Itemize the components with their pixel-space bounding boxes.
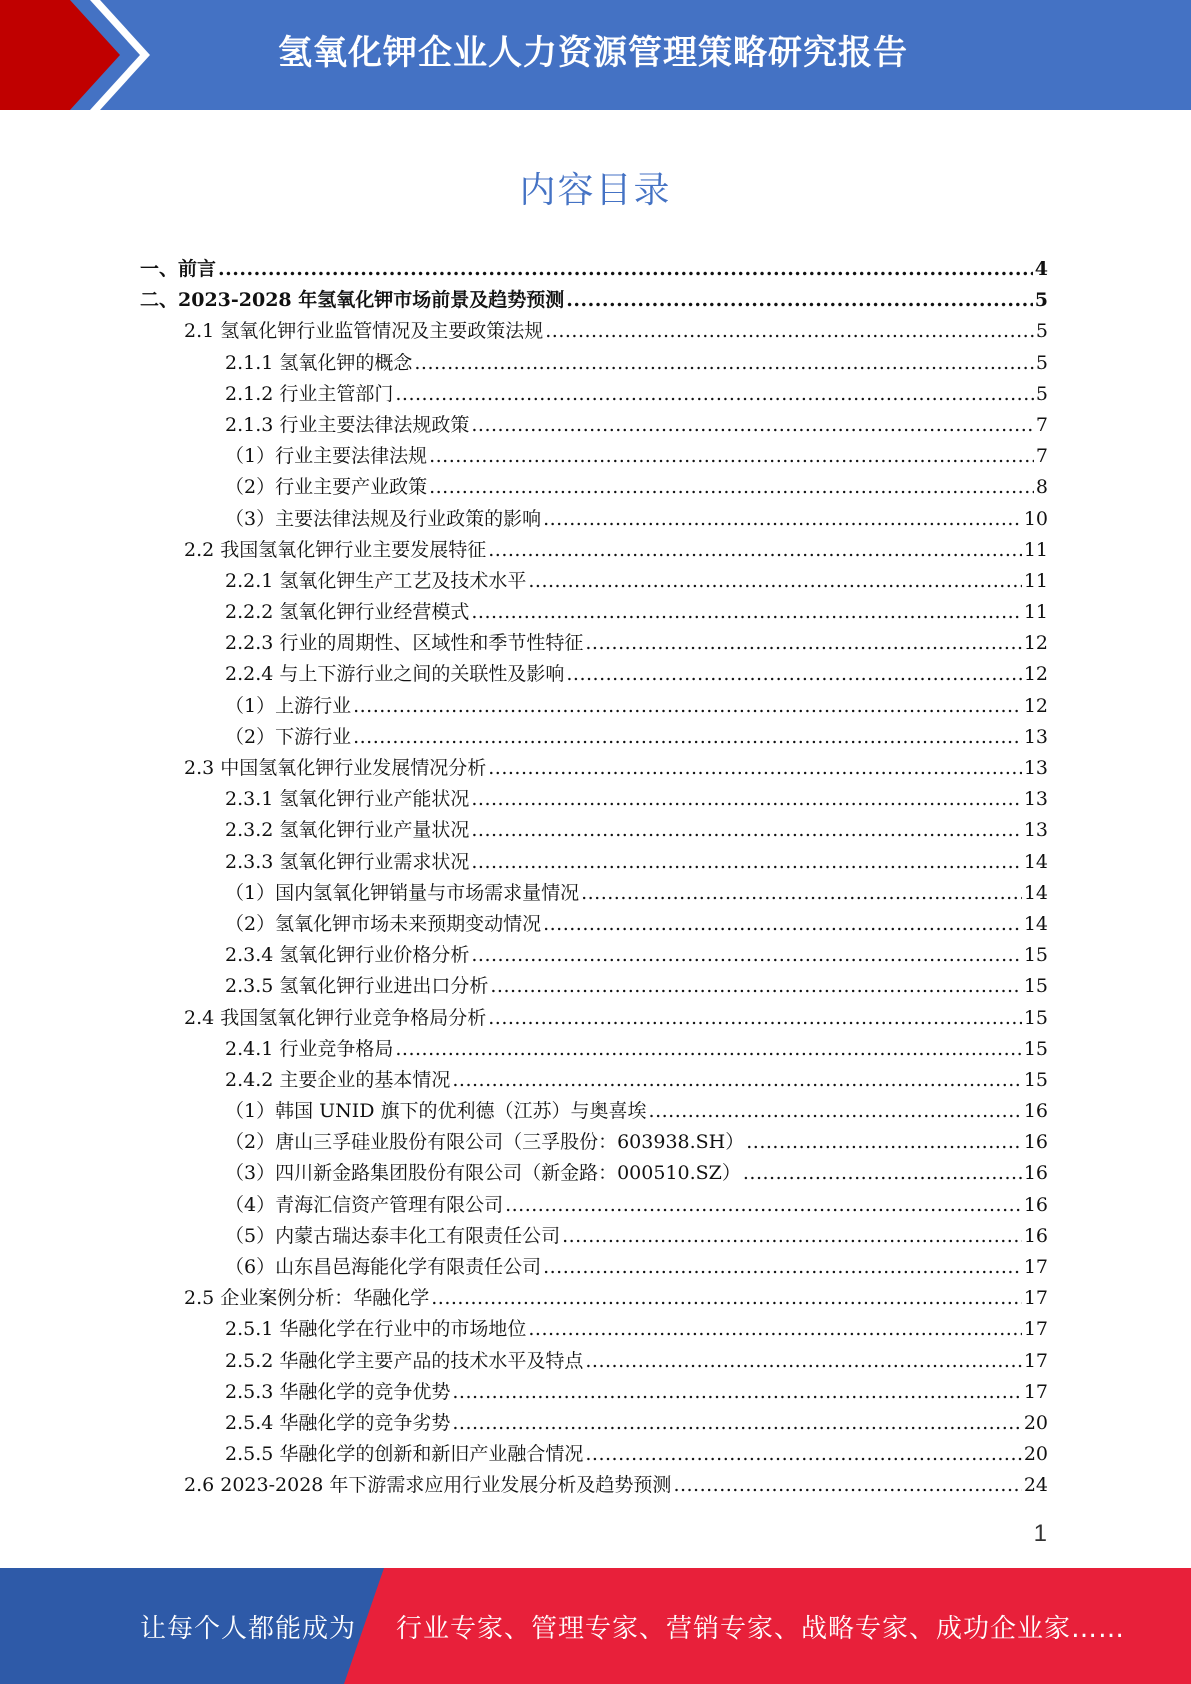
toc-leader-dots bbox=[471, 597, 1021, 628]
toc-entry[interactable] bbox=[140, 1252, 1048, 1283]
toc-entry-label: 2.5.4 华融化学的竞争劣势 bbox=[225, 1411, 451, 1434]
toc-entry[interactable] bbox=[140, 535, 1048, 566]
toc-entry-page: 17 bbox=[1023, 1287, 1048, 1310]
toc-entry-page: 11 bbox=[1023, 538, 1048, 561]
toc-leader-dots bbox=[218, 254, 1033, 285]
toc-entry-page: 17 bbox=[1023, 1349, 1048, 1372]
toc-entry-page: 5 bbox=[1035, 382, 1048, 405]
toc-entry-page: 14 bbox=[1023, 881, 1048, 904]
toc-entry[interactable] bbox=[140, 878, 1048, 909]
toc-entry-page: 10 bbox=[1023, 507, 1048, 530]
toc-entry[interactable] bbox=[140, 566, 1048, 597]
toc-leader-dots bbox=[429, 472, 1034, 503]
page-number: 1 bbox=[1033, 1520, 1047, 1547]
toc-entry-page: 12 bbox=[1023, 694, 1048, 717]
toc-entry-page: 4 bbox=[1034, 258, 1048, 280]
toc-entry-page: 17 bbox=[1023, 1318, 1048, 1341]
toc-entry-label: （1）上游行业 bbox=[225, 694, 352, 717]
toc-entry-page: 7 bbox=[1035, 445, 1048, 468]
toc-entry[interactable] bbox=[140, 1003, 1048, 1034]
toc-entry[interactable] bbox=[140, 410, 1048, 441]
toc-entry[interactable] bbox=[140, 1408, 1048, 1439]
toc-entry[interactable] bbox=[140, 597, 1048, 628]
toc-leader-dots bbox=[490, 971, 1021, 1002]
toc-leader-dots bbox=[395, 379, 1034, 410]
toc-leader-dots bbox=[452, 1377, 1021, 1408]
toc-entry[interactable] bbox=[140, 628, 1048, 659]
toc-entry[interactable] bbox=[140, 722, 1048, 753]
toc-leader-dots bbox=[545, 316, 1034, 347]
toc-entry-page: 17 bbox=[1023, 1256, 1048, 1278]
toc-entry-page: 17 bbox=[1023, 1380, 1048, 1403]
toc-leader-dots bbox=[431, 1283, 1022, 1314]
toc-entry-label: 2.3 中国氢氧化钾行业发展情况分析 bbox=[184, 757, 487, 779]
toc-entry-page: 15 bbox=[1023, 975, 1048, 998]
toc-entry-label: （6）山东昌邑海能化学有限责任公司 bbox=[225, 1256, 542, 1278]
toc-entry-page: 15 bbox=[1023, 1006, 1048, 1029]
toc-entry-label: 2.5.5 华融化学的创新和新旧产业融合情况 bbox=[225, 1443, 584, 1466]
toc-entry-page: 7 bbox=[1035, 413, 1048, 436]
toc-entry-page: 12 bbox=[1023, 632, 1048, 655]
toc-entry-page: 13 bbox=[1023, 757, 1048, 779]
toc-leader-dots bbox=[566, 285, 1033, 316]
toc-entry-page: 15 bbox=[1023, 1037, 1048, 1060]
toc-entry[interactable] bbox=[140, 1127, 1048, 1158]
toc-leader-dots bbox=[566, 659, 1021, 690]
toc-entry[interactable] bbox=[140, 1470, 1048, 1501]
toc-entry[interactable] bbox=[140, 1158, 1048, 1189]
toc-entry[interactable] bbox=[140, 1096, 1048, 1127]
toc-entry-label: 2.5.2 华融化学主要产品的技术水平及特点 bbox=[225, 1349, 584, 1372]
toc-entry-label: 二、2023-2028 年氢氧化钾市场前景及趋势预测 bbox=[140, 289, 565, 312]
toc-title: 内容目录 bbox=[519, 170, 672, 211]
toc-entry-page: 16 bbox=[1023, 1100, 1048, 1123]
toc-leader-dots bbox=[429, 441, 1034, 472]
toc-leader-dots bbox=[471, 815, 1021, 846]
toc-entry[interactable] bbox=[140, 1314, 1048, 1345]
toc-leader-dots bbox=[528, 566, 1021, 597]
toc-entry-label: （3）四川新金路集团股份有限公司（新金路：000510.SZ） bbox=[225, 1162, 741, 1185]
toc-entry-page: 16 bbox=[1023, 1224, 1048, 1247]
toc-leader-dots bbox=[673, 1470, 1021, 1501]
toc-entry[interactable] bbox=[140, 1283, 1048, 1314]
toc-entry[interactable] bbox=[140, 1034, 1048, 1065]
toc-entry-page: 13 bbox=[1023, 819, 1048, 842]
toc-leader-dots bbox=[543, 909, 1022, 940]
toc-entry-label: （1）行业主要法律法规 bbox=[225, 445, 428, 468]
toc-leader-dots bbox=[452, 1408, 1021, 1439]
toc-entry-page: 15 bbox=[1023, 944, 1048, 967]
toc-entry-label: 2.3.4 氢氧化钾行业价格分析 bbox=[225, 944, 470, 967]
toc-entry-page: 11 bbox=[1023, 569, 1048, 592]
toc-entry-label: 2.2.3 行业的周期性、区域性和季节性特征 bbox=[225, 632, 584, 655]
toc-entry-page: 14 bbox=[1023, 850, 1048, 873]
page-footer bbox=[0, 1568, 1191, 1684]
toc-entry-page: 13 bbox=[1023, 725, 1048, 748]
toc-entry-label: 2.1 氢氧化钾行业监管情况及主要政策法规 bbox=[184, 320, 544, 343]
toc-entry[interactable] bbox=[140, 847, 1048, 878]
toc-entry[interactable] bbox=[140, 691, 1048, 722]
toc-leader-dots bbox=[488, 753, 1022, 784]
toc-entry-page: 5 bbox=[1035, 351, 1048, 374]
toc-entry-label: 2.2.2 氢氧化钾行业经营模式 bbox=[225, 601, 470, 624]
toc-entry[interactable] bbox=[140, 379, 1048, 410]
toc-entry-label: （2）唐山三孚硅业股份有限公司（三孚股份：603938.SH） bbox=[225, 1131, 745, 1154]
toc-entry[interactable] bbox=[140, 815, 1048, 846]
toc-leader-dots bbox=[528, 1314, 1021, 1345]
toc-entry-page: 16 bbox=[1023, 1193, 1048, 1216]
toc-entry-label: （4）青海汇信资产管理有限公司 bbox=[225, 1193, 504, 1216]
table-of-contents bbox=[140, 254, 1048, 1502]
toc-entry-page: 15 bbox=[1023, 1068, 1048, 1091]
toc-entry-label: 2.2 我国氢氧化钾行业主要发展特征 bbox=[184, 538, 487, 561]
toc-entry[interactable] bbox=[140, 348, 1048, 379]
toc-leader-dots bbox=[505, 1190, 1022, 1221]
toc-entry[interactable] bbox=[140, 1221, 1048, 1252]
toc-leader-dots bbox=[488, 535, 1022, 566]
toc-leader-dots bbox=[585, 1346, 1021, 1377]
toc-entry-label: 2.1.2 行业主管部门 bbox=[225, 382, 394, 405]
page-header bbox=[0, 0, 1191, 110]
toc-entry-label: 2.3.3 氢氧化钾行业需求状况 bbox=[225, 850, 470, 873]
toc-entry-label: 2.2.4 与上下游行业之间的关联性及影响 bbox=[225, 663, 565, 686]
toc-leader-dots bbox=[649, 1096, 1022, 1127]
toc-entry[interactable] bbox=[140, 909, 1048, 940]
toc-leader-dots bbox=[471, 784, 1021, 815]
toc-entry-label: （2）下游行业 bbox=[225, 725, 352, 748]
toc-entry-page: 5 bbox=[1034, 289, 1048, 312]
toc-entry-label: （3）主要法律法规及行业政策的影响 bbox=[225, 507, 542, 530]
toc-entry-label: 2.2.1 氢氧化钾生产工艺及技术水平 bbox=[225, 569, 527, 592]
toc-entry-label: （1）韩国 UNID 旗下的优利德（江苏）与奥喜埃 bbox=[225, 1100, 647, 1123]
toc-entry-label: 2.4.1 行业竞争格局 bbox=[225, 1037, 394, 1060]
toc-leader-dots bbox=[581, 878, 1022, 909]
toc-entry-label: 2.5.1 华融化学在行业中的市场地位 bbox=[225, 1318, 527, 1341]
toc-entry-label: （2）行业主要产业政策 bbox=[225, 476, 428, 499]
toc-leader-dots bbox=[471, 410, 1034, 441]
toc-entry[interactable] bbox=[140, 441, 1048, 472]
toc-entry-page: 12 bbox=[1023, 663, 1048, 686]
toc-entry[interactable] bbox=[140, 1190, 1048, 1221]
toc-entry-label: 2.3.2 氢氧化钾行业产量状况 bbox=[225, 819, 470, 842]
toc-entry-page: 20 bbox=[1023, 1443, 1048, 1466]
toc-entry-label: 一、前言 bbox=[140, 258, 217, 280]
toc-entry-page: 24 bbox=[1023, 1474, 1048, 1497]
toc-entry-label: （1）国内氢氧化钾销量与市场需求量情况 bbox=[225, 881, 580, 904]
toc-entry-page: 20 bbox=[1023, 1411, 1048, 1434]
toc-entry-page: 14 bbox=[1023, 912, 1048, 935]
toc-entry-label: 2.1.3 行业主要法律法规政策 bbox=[225, 413, 470, 436]
toc-entry-label: 2.4 我国氢氧化钾行业竞争格局分析 bbox=[184, 1006, 487, 1029]
footer-slogan-left: 让每个人都能成为 bbox=[140, 1614, 357, 1644]
report-title: 氢氧化钾企业人力资源管理策略研究报告 bbox=[278, 33, 908, 73]
toc-entry[interactable] bbox=[140, 1439, 1048, 1470]
toc-leader-dots bbox=[585, 1439, 1021, 1470]
toc-entry[interactable] bbox=[140, 472, 1048, 503]
toc-entry-page: 16 bbox=[1023, 1131, 1048, 1154]
toc-entry[interactable] bbox=[140, 971, 1048, 1002]
toc-leader-dots bbox=[562, 1221, 1022, 1252]
toc-entry-page: 8 bbox=[1035, 476, 1048, 499]
toc-entry[interactable] bbox=[140, 753, 1048, 784]
toc-entry[interactable] bbox=[140, 940, 1048, 971]
toc-leader-dots bbox=[743, 1158, 1022, 1189]
toc-leader-dots bbox=[488, 1003, 1022, 1034]
toc-entry-page: 5 bbox=[1035, 320, 1048, 343]
toc-entry-page: 11 bbox=[1023, 601, 1048, 624]
toc-entry-label: 2.1.1 氢氧化钾的概念 bbox=[225, 351, 413, 374]
toc-leader-dots bbox=[471, 847, 1021, 878]
toc-entry[interactable] bbox=[140, 659, 1048, 690]
toc-entry-label: 2.5 企业案例分析：华融化学 bbox=[184, 1287, 430, 1310]
toc-entry[interactable] bbox=[140, 1377, 1048, 1408]
toc-entry-label: （5）内蒙古瑞达泰丰化工有限责任公司 bbox=[225, 1224, 561, 1247]
toc-entry[interactable] bbox=[140, 1346, 1048, 1377]
toc-leader-dots bbox=[585, 628, 1021, 659]
toc-leader-dots bbox=[414, 348, 1034, 379]
toc-entry-label: 2.3.5 氢氧化钾行业进出口分析 bbox=[225, 975, 489, 998]
toc-leader-dots bbox=[471, 940, 1021, 971]
toc-leader-dots bbox=[353, 722, 1022, 753]
toc-entry-label: 2.6 2023-2028 年下游需求应用行业发展分析及趋势预测 bbox=[184, 1474, 672, 1497]
toc-entry-page: 16 bbox=[1023, 1162, 1048, 1185]
toc-entry-label: 2.3.1 氢氧化钾行业产能状况 bbox=[225, 788, 470, 811]
toc-entry[interactable] bbox=[140, 285, 1048, 316]
toc-entry-label: 2.5.3 华融化学的竞争优势 bbox=[225, 1380, 451, 1403]
toc-entry-label: （2）氢氧化钾市场未来预期变动情况 bbox=[225, 912, 542, 935]
toc-leader-dots bbox=[353, 691, 1022, 722]
toc-entry-label: 2.4.2 主要企业的基本情况 bbox=[225, 1068, 451, 1091]
toc-leader-dots bbox=[452, 1065, 1021, 1096]
footer-slogan-right: 行业专家、管理专家、营销专家、战略专家、成功企业家…… bbox=[396, 1614, 1126, 1644]
toc-entry[interactable] bbox=[140, 254, 1048, 285]
toc-entry[interactable] bbox=[140, 1065, 1048, 1096]
toc-entry[interactable] bbox=[140, 504, 1048, 535]
toc-leader-dots bbox=[543, 504, 1022, 535]
toc-leader-dots bbox=[543, 1252, 1022, 1283]
toc-entry-page: 13 bbox=[1023, 788, 1048, 811]
toc-leader-dots bbox=[395, 1034, 1021, 1065]
toc-leader-dots bbox=[746, 1127, 1022, 1158]
toc-entry[interactable] bbox=[140, 316, 1048, 347]
toc-entry[interactable] bbox=[140, 784, 1048, 815]
